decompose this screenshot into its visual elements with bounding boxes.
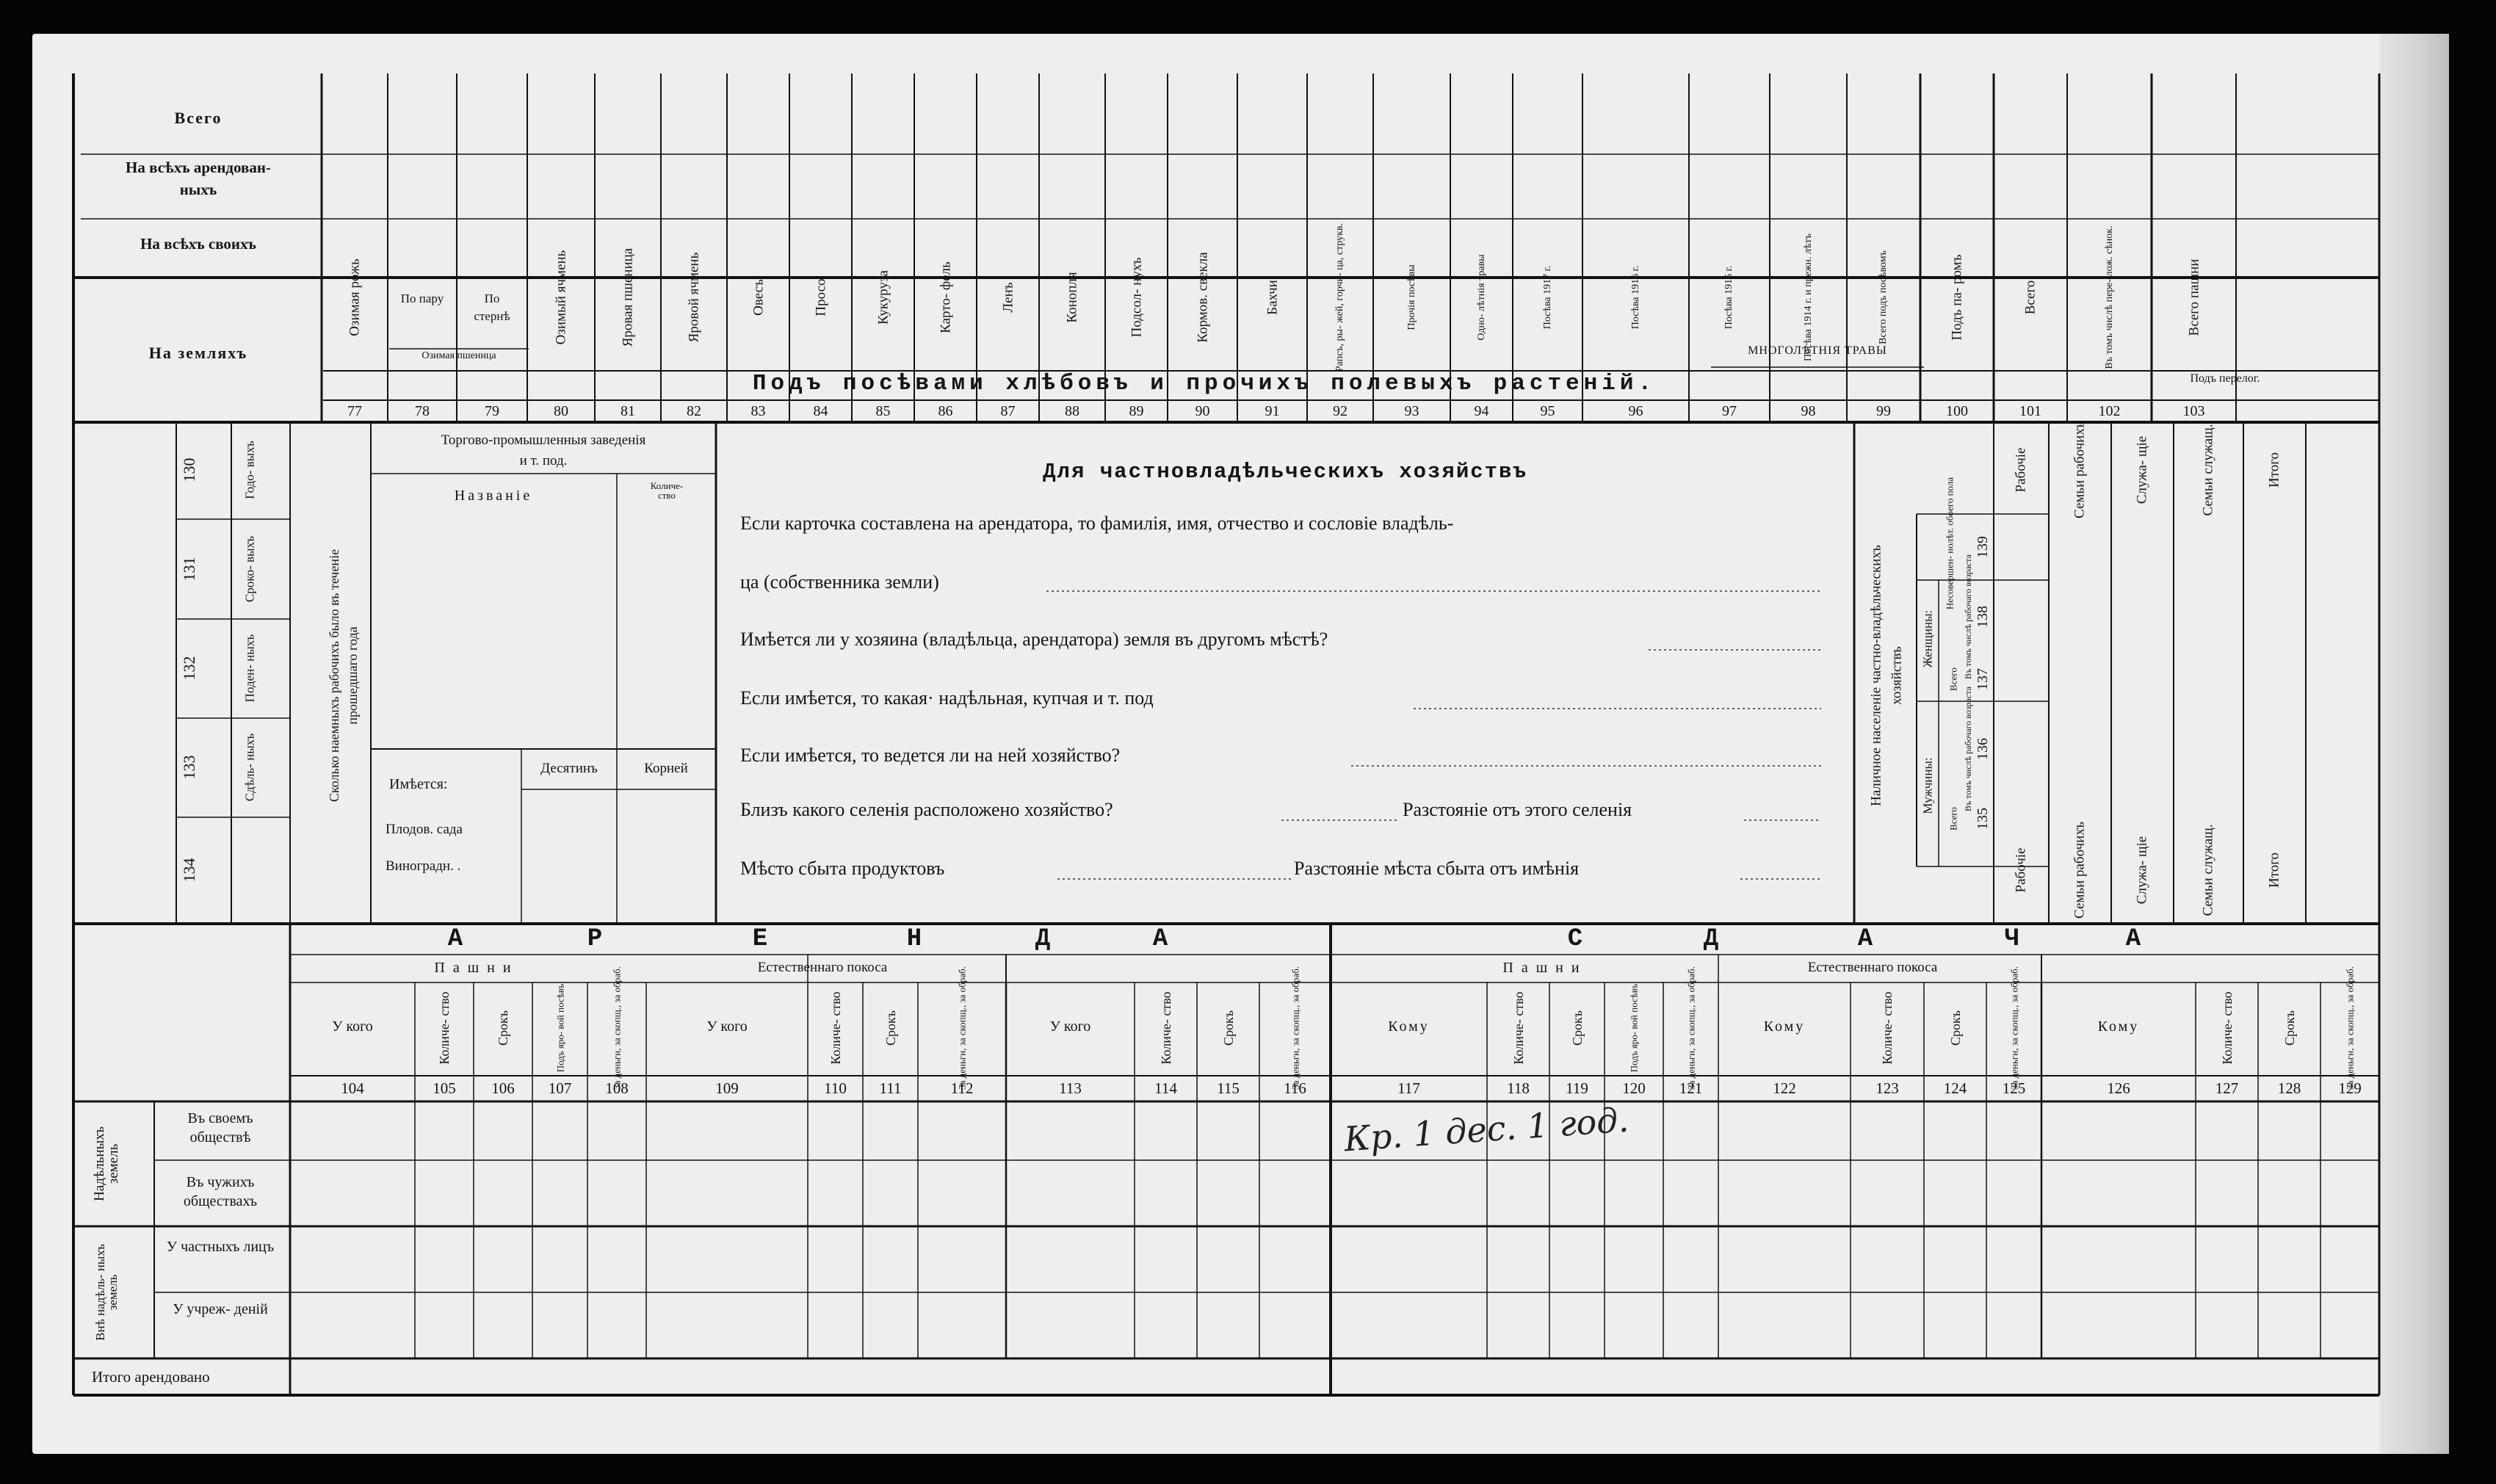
- group-nadelnykh: Надѣльныхъ земель: [92, 1126, 121, 1201]
- crop-column-label: Рапсъ, ры- жей, горчи- ца, струкв.: [1334, 222, 1345, 372]
- arenda-letter: Р: [587, 925, 603, 953]
- row-svoem-obshchestve: Въ своемъ обществѣ: [187, 1110, 253, 1145]
- crop-column-label: Конопля: [1064, 272, 1080, 323]
- lease-column-label: За деньги, за скопщ., за обраб.: [1685, 966, 1696, 1090]
- staff-header-bottom: Семьи служащ.: [2200, 824, 2216, 916]
- lease-column-number: 129: [2338, 1079, 2362, 1097]
- lease-column-number: 120: [1622, 1079, 1646, 1097]
- pashni-arenda: П а ш н и: [434, 960, 513, 976]
- crop-column-number: 95: [1540, 403, 1555, 419]
- hired-workers-caption: Сколько наемныхъ рабочихъ было въ теченіе: [327, 549, 341, 803]
- lease-column-label: Срокъ: [1947, 1010, 1963, 1046]
- population-caption: Наличное населеніе частно-владѣльческихъ: [1868, 545, 1884, 806]
- crop-column-label: Озимая рожь: [347, 258, 363, 336]
- crop-column-label: Всего подъ посѣвомъ: [1878, 250, 1889, 344]
- crop-column-label: Всего: [2022, 280, 2039, 315]
- crop-column-label: Посѣва 1914 г. и прежн. лѣтъ: [1802, 234, 1814, 361]
- private-farms-heading: Для частновладѣльческихъ хозяйствъ: [1043, 460, 1527, 484]
- lease-column-number: 108: [605, 1079, 629, 1097]
- lease-column-label: У кого: [332, 1018, 373, 1035]
- women-total: Всего: [1947, 667, 1959, 691]
- arenda-letter: Д: [1035, 925, 1051, 953]
- lease-column-number: 104: [341, 1079, 364, 1097]
- crop-column-number: 83: [750, 403, 766, 419]
- crop-column-number: 81: [621, 403, 635, 419]
- staff-header: Семьи служащ.: [2200, 424, 2216, 516]
- pokos-sdacha: Естественнаго покоса: [1807, 960, 1938, 975]
- question-village: Близъ какого селенія расположено хозяйство?: [740, 799, 1113, 820]
- lease-column-label: Количе- ство: [437, 991, 452, 1065]
- lease-column-number: 119: [1566, 1079, 1588, 1097]
- staff-header: Служа- щіе: [2134, 435, 2150, 504]
- crop-column-number: 97: [1722, 403, 1737, 419]
- crop-column-label: Посѣва 1917 г.: [1541, 265, 1553, 330]
- ozimaya-pshenitsa-label: Озимая пшеница: [422, 350, 496, 361]
- crop-column-label: Посѣва 1915 г.: [1723, 265, 1734, 330]
- question-land-type: Если имѣется, то какая· надѣльная, купчая и т. под: [740, 687, 1154, 709]
- lease-column-label: Подъ яро- вой посѣвъ: [1628, 983, 1640, 1073]
- worker-type-label: Годо- выхъ: [242, 441, 257, 499]
- row-label-svoikh: На всѣхъ своихъ: [140, 235, 256, 253]
- trade-qty-header: Количе- ство: [650, 480, 684, 501]
- lease-column-label: Срокъ: [2282, 1010, 2297, 1046]
- population-number: 139: [1975, 536, 1991, 558]
- population-caption-2: хозяйствъ: [1889, 646, 1905, 705]
- lease-column-label: За деньги, за скопщ., за обраб.: [1289, 966, 1301, 1090]
- staff-header-bottom: Итого: [2266, 852, 2282, 888]
- lease-column-number: 123: [1875, 1079, 1899, 1097]
- lease-column-label: Количе- ство: [2219, 991, 2235, 1065]
- mnogoletnie-travy-label: МНОГОЛѢТНІЯ ТРАВЫ: [1748, 344, 1887, 357]
- population-number: 135: [1975, 808, 1991, 830]
- worker-row-number: 131: [180, 557, 198, 582]
- row-label-arendovannykh: На всѣхъ арендован-: [126, 159, 271, 176]
- crop-column-number: 78: [415, 403, 430, 419]
- desyatin-header: Десятинъ: [540, 761, 598, 776]
- lease-column-number: 118: [1507, 1079, 1530, 1097]
- crop-column-label: Ленъ: [1000, 282, 1016, 313]
- crop-column-number: 91: [1265, 403, 1280, 419]
- crop-column-label: Овесъ: [750, 279, 766, 316]
- orchard-label: Плодов. сада: [386, 822, 463, 837]
- population-number: 136: [1975, 738, 1991, 760]
- has-label: Имѣется:: [389, 776, 448, 792]
- crop-column-label: Кукуруза: [875, 270, 891, 325]
- lease-column-number: 107: [548, 1079, 572, 1097]
- crop-column-label: Яровой ячмень: [686, 252, 702, 343]
- arenda-letter: А: [1152, 925, 1168, 953]
- worker-row-number: 132: [180, 656, 198, 681]
- crop-column-number: 96: [1628, 403, 1643, 419]
- pashni-sdacha: П а ш н и: [1502, 960, 1582, 976]
- minors-label: Несовершен- нолѣт. обоего пола: [1944, 477, 1956, 610]
- lease-column-label: Количе- ство: [1511, 991, 1526, 1065]
- worker-type-label: Сроко- выхъ: [242, 535, 257, 603]
- worker-row-number: 130: [180, 457, 198, 482]
- crop-column-number: 98: [1801, 403, 1816, 419]
- staff-header-bottom: Семьи рабочихъ: [2072, 822, 2088, 919]
- crop-column-label: Озимый ячмень: [553, 250, 569, 345]
- lease-column-label: Количе- ство: [828, 991, 843, 1065]
- staff-header: Семьи рабочихъ: [2072, 421, 2088, 518]
- women-label: Женщины:: [1920, 609, 1935, 668]
- crop-column-label: Одно- лѣтнія травы: [1475, 254, 1487, 341]
- men-label: Мужчины:: [1920, 757, 1935, 814]
- arenda-letter: Е: [752, 925, 768, 953]
- lease-column-label: За деньги, за скопщ., за обраб.: [2008, 966, 2019, 1090]
- sdacha-letter: А: [2125, 925, 2141, 953]
- crop-column-number: 84: [813, 403, 828, 419]
- crop-column-label: По стернѣ: [474, 292, 510, 323]
- crop-column-number: 93: [1404, 403, 1419, 419]
- crop-column-number: 99: [1876, 403, 1891, 419]
- lease-column-number: 117: [1397, 1079, 1420, 1097]
- worker-row-number: 133: [180, 755, 198, 780]
- lease-column-number: 128: [2277, 1079, 2301, 1097]
- lease-column-label: Количе- ство: [1158, 991, 1173, 1065]
- lease-column-number: 110: [824, 1079, 847, 1097]
- row-label-vsego: Всего: [174, 109, 223, 127]
- question-village-distance: Разстояніе отъ этого селенія: [1403, 799, 1632, 820]
- crop-column-number: 82: [687, 403, 701, 419]
- question-market-distance: Разстояніе мѣста сбыта отъ имѣнія: [1294, 858, 1580, 879]
- lease-column-label: За деньги, за скопщ., за обраб.: [611, 966, 623, 1090]
- row-uchrezhdeniy: У учреж- деній: [173, 1301, 268, 1317]
- population-number: 138: [1975, 606, 1991, 628]
- crop-column-label: Карто- фель: [938, 261, 953, 333]
- crop-column-number: 90: [1195, 403, 1210, 419]
- question-other-land: Имѣется ли у хозяина (владѣльца, арендатора) земля въ другомъ мѣстѣ?: [740, 629, 1328, 650]
- lease-column-label: Кому: [2097, 1018, 2140, 1035]
- arenda-letter: А: [447, 925, 463, 953]
- sdacha-letter: С: [1567, 925, 1583, 953]
- lease-column-number: 114: [1154, 1079, 1177, 1097]
- lease-column-number: 115: [1217, 1079, 1240, 1097]
- sdacha-letter: А: [1857, 925, 1873, 953]
- lease-column-number: 126: [2107, 1079, 2130, 1097]
- crop-column-label: Всего пашни: [2186, 258, 2202, 336]
- question-market: Мѣсто сбыта продуктовъ: [740, 858, 945, 879]
- lease-column-number: 121: [1679, 1079, 1703, 1097]
- pod-perelog-label: Подъ перелог.: [2190, 372, 2260, 385]
- lease-column-number: 111: [879, 1079, 902, 1097]
- staff-header: Рабочіе: [2013, 447, 2029, 493]
- lease-column-label: Кому: [1388, 1018, 1430, 1035]
- crop-column-label: Подъ па- ромъ: [1949, 254, 1965, 341]
- lease-column-label: Количе- ство: [1880, 991, 1895, 1065]
- staff-header-bottom: Рабочіе: [2013, 847, 2029, 893]
- worker-type-label: Сдѣль- ныхъ: [242, 733, 257, 802]
- lease-column-label: Подъ яро- вой посѣвъ: [554, 983, 565, 1073]
- row-label-na-zemlyakh: На земляхъ: [148, 344, 248, 362]
- crop-column-number: 103: [2182, 403, 2205, 419]
- row-chuzhikh-obshchestvakh: Въ чужихъ обществахъ: [183, 1174, 258, 1209]
- lease-column-number: 116: [1284, 1079, 1306, 1097]
- men-working-age: Въ томъ числѣ рабочаго возраста: [1963, 687, 1973, 811]
- crop-column-number: 85: [875, 403, 891, 419]
- lease-column-label: Срокъ: [883, 1010, 898, 1046]
- total-arendovano: Итого арендовано: [92, 1368, 210, 1386]
- crop-column-label: Подсол- нухъ: [1129, 257, 1144, 338]
- population-number: 137: [1975, 668, 1991, 690]
- women-working-age: Въ томъ числѣ рабочаго возраста: [1963, 554, 1973, 679]
- crop-column-label: Яровая пшеница: [620, 247, 636, 347]
- staff-header-bottom: Служа- щіе: [2134, 836, 2150, 905]
- vineyard-label: Виноградн. .: [386, 858, 461, 874]
- crop-column-label: Въ томъ числѣ пере- лож. сѣнок.: [2103, 225, 2115, 369]
- lease-column-label: За деньги, за скопщ., за обраб.: [956, 966, 968, 1090]
- lease-column-number: 113: [1059, 1079, 1082, 1097]
- crop-column-number: 89: [1129, 403, 1144, 419]
- crop-column-number: 86: [938, 403, 953, 419]
- crop-column-number: 87: [1000, 403, 1016, 419]
- crop-column-number: 80: [554, 403, 568, 419]
- crop-column-label: Бахчи: [1265, 280, 1280, 315]
- row-chastnykh-lits: У частныхъ лицъ: [166, 1239, 275, 1255]
- men-total: Всего: [1947, 807, 1959, 830]
- lease-column-number: 109: [715, 1079, 739, 1097]
- lease-column-label: У кого: [706, 1018, 748, 1035]
- handwritten-entry: Кр. 1 дес. 1 год.: [1342, 1099, 1630, 1159]
- row-label-arendovannykh-2: ныхъ: [179, 181, 217, 198]
- lease-column-number: 106: [491, 1079, 515, 1097]
- crop-column-label: Просо: [813, 278, 828, 316]
- lease-column-label: За деньги, за скопщ., за обраб.: [2344, 966, 2356, 1090]
- crop-column-number: 100: [1946, 403, 1968, 419]
- lease-column-label: У кого: [1049, 1018, 1091, 1035]
- banner-pod-posevami: Подъ посѣвами хлѣбовъ и прочихъ полевыхъ растеній.: [752, 371, 1657, 397]
- staff-header: Итого: [2266, 452, 2282, 488]
- group-vne-nadelnykh: Внѣ надѣль- ныхъ земель: [93, 1244, 120, 1341]
- arenda-letter: Н: [906, 925, 922, 953]
- lease-column-label: Срокъ: [496, 1010, 510, 1046]
- lease-column-label: Срокъ: [1569, 1010, 1585, 1046]
- pokos-arenda: Естественнаго покоса: [757, 960, 888, 975]
- crop-column-number: 77: [347, 403, 362, 419]
- crop-column-number: 79: [485, 403, 499, 419]
- trade-name-header: Названіе: [454, 488, 533, 504]
- lease-column-number: 124: [1943, 1079, 1967, 1097]
- crop-column-number: 88: [1065, 403, 1079, 419]
- lease-column-label: Кому: [1763, 1018, 1806, 1035]
- crop-column-label: Кормов. свекла: [1195, 252, 1210, 343]
- trade-title: Торгово-промышленныя заведенія: [441, 432, 646, 448]
- sdacha-letter: Д: [1703, 925, 1719, 953]
- worker-row-number: 134: [180, 858, 198, 883]
- lease-column-number: 112: [950, 1079, 974, 1097]
- lease-column-label: Срокъ: [1220, 1010, 1236, 1046]
- crop-column-number: 92: [1333, 403, 1348, 419]
- crop-column-label: По пару: [400, 292, 444, 305]
- crop-column-label: Посѣва 1916 г.: [1629, 265, 1641, 330]
- lease-column-number: 125: [2002, 1079, 2026, 1097]
- sdacha-letter: Ч: [2004, 925, 2020, 953]
- crop-column-number: 101: [2019, 403, 2041, 419]
- lease-column-number: 105: [433, 1079, 456, 1097]
- lease-column-number: 127: [2215, 1079, 2239, 1097]
- crop-column-label: Прочія посѣвы: [1406, 264, 1417, 330]
- lease-column-number: 122: [1773, 1079, 1796, 1097]
- korney-header: Корней: [644, 761, 688, 776]
- crop-column-number: 102: [2098, 403, 2121, 419]
- trade-title-2: и т. под.: [519, 453, 568, 468]
- hired-workers-caption-2: прошедшаго года: [345, 626, 360, 725]
- worker-type-label: Поден- ныхъ: [242, 634, 257, 703]
- question-farming: Если имѣется, то ведется ли на ней хозяйство?: [740, 745, 1121, 766]
- crop-column-number: 94: [1474, 403, 1489, 419]
- question-owner: ца (собственника земли): [740, 571, 939, 593]
- question-tenant: Если карточка составлена на арендатора, то фамилія, имя, отчество и сословіе владѣль-: [740, 513, 1454, 534]
